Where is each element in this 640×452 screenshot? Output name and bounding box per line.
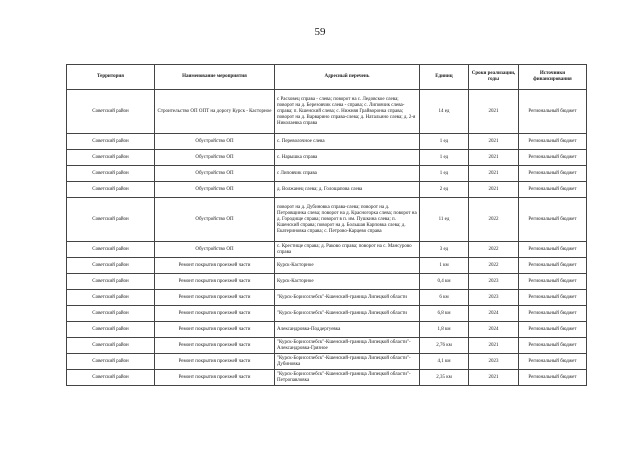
cell-year: 2022 bbox=[469, 198, 519, 242]
table-row bbox=[67, 354, 587, 370]
cell-activity: Обустройство ОП bbox=[155, 182, 275, 198]
table-row bbox=[67, 274, 587, 290]
cell-address: поворот на д. Дубиновка справа-слева; поворот на д. Петровщинка слева; поворот на д. Красногорка слева; поворот на д. Городище справа; поворот в п. им. Пушкина слева; п. Кшенский справа; поворот на д. Большая Карповка слева; д. Екатериновка справа; с. Петрово-Карцево справа bbox=[275, 198, 420, 242]
cell-address: с. Крестище справа; д. Раково справа; поворот на с. Мансурово справа bbox=[275, 242, 420, 258]
cell-funding: Региональный бюджет bbox=[519, 338, 587, 354]
table-row bbox=[67, 242, 587, 258]
cell-activity: Ремонт покрытия проезжей части bbox=[155, 338, 275, 354]
cell-territory: Советский район bbox=[67, 198, 155, 242]
cell-year: 2021 bbox=[469, 166, 519, 182]
table-row bbox=[67, 322, 587, 338]
cell-funding: Региональный бюджет bbox=[519, 370, 587, 386]
cell-territory: Советский район bbox=[67, 322, 155, 338]
cell-territory: Советский район bbox=[67, 258, 155, 274]
cell-territory: Советский район bbox=[67, 370, 155, 386]
cell-activity: Обустройство ОП bbox=[155, 242, 275, 258]
cell-address: Курск-Касторное bbox=[275, 258, 420, 274]
cell-funding: Региональный бюджет bbox=[519, 354, 587, 370]
cell-year: 2021 bbox=[469, 370, 519, 386]
cell-units: 3 ед bbox=[420, 242, 469, 258]
table-row bbox=[67, 166, 587, 182]
cell-year: 2023 bbox=[469, 290, 519, 306]
cell-year: 2023 bbox=[469, 354, 519, 370]
cell-funding: Региональный бюджет bbox=[519, 258, 587, 274]
cell-address: с Расховец справа - слева; поворот на с. Ледовское слева; поворот на д. Березовчик слева - справа; с. Липовчик слева-справа; п. Кшенский слева; с. Нижняя Грайворонка справа; поворот на д. Варварино справа-слева; д. Натальино слева; д. 2-я Николаевка справа bbox=[275, 90, 420, 134]
table-row bbox=[67, 198, 587, 242]
table-row bbox=[67, 182, 587, 198]
cell-year: 2021 bbox=[469, 134, 519, 150]
header-activity: Наименование мероприятия bbox=[155, 65, 275, 90]
cell-activity: Ремонт покрытия проезжей части bbox=[155, 306, 275, 322]
cell-year: 2021 bbox=[469, 150, 519, 166]
cell-address: Курск-Касторное bbox=[275, 274, 420, 290]
cell-funding: Региональный бюджет bbox=[519, 90, 587, 134]
cell-units: 1 ед bbox=[420, 150, 469, 166]
table-row bbox=[67, 370, 587, 386]
cell-units: 11 ед bbox=[420, 198, 469, 242]
cell-territory: Советский район bbox=[67, 242, 155, 258]
cell-units: 2,35 км bbox=[420, 370, 469, 386]
cell-units: 2,76 км bbox=[420, 338, 469, 354]
cell-funding: Региональный бюджет bbox=[519, 182, 587, 198]
cell-activity: Обустройство ОП bbox=[155, 166, 275, 182]
cell-units: 14 ед bbox=[420, 90, 469, 134]
cell-units: 6,8 км bbox=[420, 306, 469, 322]
cell-funding: Региональный бюджет bbox=[519, 150, 587, 166]
cell-activity: Строительство ОП ОПТ на дорогу Курск - Касторное bbox=[155, 90, 275, 134]
header-address-list: Адресный перечень bbox=[275, 65, 420, 90]
cell-funding: Региональный бюджет bbox=[519, 322, 587, 338]
cell-territory: Советский район bbox=[67, 150, 155, 166]
cell-activity: Обустройство ОП bbox=[155, 150, 275, 166]
cell-units: 4,1 км bbox=[420, 354, 469, 370]
table-row bbox=[67, 306, 587, 322]
cell-year: 2024 bbox=[469, 306, 519, 322]
cell-year: 2021 bbox=[469, 90, 519, 134]
header-units: Единиц bbox=[420, 65, 469, 90]
header-funding: Источники финансирования bbox=[519, 65, 587, 90]
cell-activity: Ремонт покрытия проезжей части bbox=[155, 322, 275, 338]
table-row bbox=[67, 150, 587, 166]
header-years: Сроки реализации, годы bbox=[469, 65, 519, 90]
cell-year: 2024 bbox=[469, 322, 519, 338]
cell-territory: Советский район bbox=[67, 354, 155, 370]
cell-territory: Советский район bbox=[67, 290, 155, 306]
cell-activity: Ремонт покрытия проезжей части bbox=[155, 370, 275, 386]
cell-territory: Советский район bbox=[67, 166, 155, 182]
cell-address: с Липовчик справа bbox=[275, 166, 420, 182]
cell-activity: Обустройство ОП bbox=[155, 198, 275, 242]
cell-territory: Советский район bbox=[67, 134, 155, 150]
cell-units: 1 км bbox=[420, 258, 469, 274]
cell-year: 2022 bbox=[469, 258, 519, 274]
table-header-row bbox=[67, 65, 587, 90]
cell-units: 6 км bbox=[420, 290, 469, 306]
header-territory: Территория bbox=[67, 65, 155, 90]
table-row bbox=[67, 338, 587, 354]
cell-units: 1 ед bbox=[420, 134, 469, 150]
cell-address: "Курск-Борисоглебск"-Кшенский-граница Липецкой области"-Александровка-Грязное bbox=[275, 338, 420, 354]
table-row bbox=[67, 290, 587, 306]
cell-address: д. Волжанец слева; д. Голощапова слева bbox=[275, 182, 420, 198]
cell-territory: Советский район bbox=[67, 306, 155, 322]
cell-activity: Ремонт покрытия проезжей части bbox=[155, 274, 275, 290]
table-row bbox=[67, 134, 587, 150]
cell-address: "Курск-Борисоглебск"-Кшенский-граница Липецкой области"-Дубиновка bbox=[275, 354, 420, 370]
cell-year: 2023 bbox=[469, 274, 519, 290]
cell-year: 2022 bbox=[469, 242, 519, 258]
cell-activity: Ремонт покрытия проезжей части bbox=[155, 258, 275, 274]
cell-address: с. Переволочное слева bbox=[275, 134, 420, 150]
page-number: 59 bbox=[314, 26, 326, 38]
cell-funding: Региональный бюджет bbox=[519, 306, 587, 322]
cell-address: "Курск-Борисоглебск"-Кшенский-граница Липецкой области bbox=[275, 290, 420, 306]
cell-units: 2 ед bbox=[420, 182, 469, 198]
cell-territory: Советский район bbox=[67, 338, 155, 354]
projects-table bbox=[66, 64, 587, 386]
cell-territory: Советский район bbox=[67, 90, 155, 134]
cell-activity: Ремонт покрытия проезжей части bbox=[155, 290, 275, 306]
cell-address: Александровка-Поддергуевка bbox=[275, 322, 420, 338]
cell-address: "Курск-Борисоглебск"-Кшенский-граница Липецкой области"-Петропавловка bbox=[275, 370, 420, 386]
cell-address: "Курск-Борисоглебск"-Кшенский-граница Липецкой области bbox=[275, 306, 420, 322]
cell-funding: Региональный бюджет bbox=[519, 134, 587, 150]
cell-funding: Региональный бюджет bbox=[519, 198, 587, 242]
cell-activity: Ремонт покрытия проезжей части bbox=[155, 354, 275, 370]
cell-funding: Региональный бюджет bbox=[519, 166, 587, 182]
cell-year: 2021 bbox=[469, 182, 519, 198]
cell-units: 0,4 км bbox=[420, 274, 469, 290]
cell-funding: Региональный бюджет bbox=[519, 290, 587, 306]
cell-year: 2021 bbox=[469, 338, 519, 354]
cell-units: 1,8 км bbox=[420, 322, 469, 338]
cell-address: с. Нарышка справа bbox=[275, 150, 420, 166]
cell-activity: Обустройство ОП bbox=[155, 134, 275, 150]
table-row bbox=[67, 90, 587, 134]
cell-territory: Советский район bbox=[67, 274, 155, 290]
cell-funding: Региональный бюджет bbox=[519, 242, 587, 258]
cell-units: 1 ед bbox=[420, 166, 469, 182]
cell-territory: Советский район bbox=[67, 182, 155, 198]
table-row bbox=[67, 258, 587, 274]
cell-funding: Региональный бюджет bbox=[519, 274, 587, 290]
